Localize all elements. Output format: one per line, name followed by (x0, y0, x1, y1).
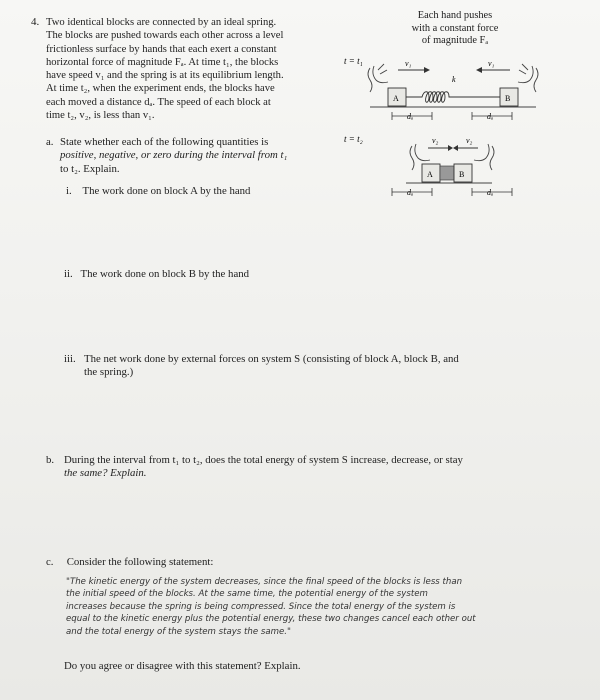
distance-label-a-t2: dₐ (407, 188, 414, 197)
part-c-line1: Consider the following statement: (66, 556, 214, 568)
part-a-label: a. (46, 136, 54, 148)
figure-note-line: with a constant force (411, 22, 499, 34)
v2-label-b: v₂ (466, 136, 473, 145)
velocity-arrowhead-b-t2 (453, 145, 458, 151)
left-hand-icon (368, 64, 388, 92)
right-hand-icon (518, 64, 538, 92)
figure-note-line: Each hand pushes (417, 10, 493, 21)
part-a-line2: positive, negative, or zero during the interval from t₁ (60, 149, 288, 162)
time2-label: t = t₂ (344, 134, 363, 144)
part-a-ii-text: The work done on block B by the hand (80, 268, 250, 280)
velocity-arrowhead-b (476, 67, 482, 73)
part-a-line3: to t₂. Explain. (60, 162, 120, 175)
part-a-iii-line2: the spring.) (84, 366, 134, 379)
v1-label-b: v₁ (488, 59, 495, 68)
part-b-line1: During the interval from t₁ to t₂, does the total energy of system S increase, decrease, or stay (64, 454, 463, 466)
intro-line: At time t₂, when the experiment ends, the blocks have (46, 83, 275, 95)
distance-label-b: dₐ (487, 112, 494, 121)
block-b-label-t2: B (459, 170, 465, 179)
compressed-spring (440, 166, 454, 180)
part-c-label: c. (46, 556, 54, 568)
spring-constant-label: k (452, 75, 456, 84)
part-b-line2: the same? Explain. (64, 467, 147, 480)
problem-intro (46, 16, 326, 122)
velocity-arrowhead-a (424, 67, 430, 73)
block-a-label: A (393, 94, 399, 103)
time1-label: t = t₁ (344, 56, 363, 66)
v2-label-a: v₂ (432, 136, 439, 145)
intro-line: horizontal force of magnitude Fₐ. At time t₁, the blocks (46, 56, 279, 68)
part-a-ii-label: ii. (64, 268, 73, 280)
quoted-statement (66, 576, 536, 638)
velocity-arrowhead-a-t2 (448, 145, 453, 151)
spring (406, 92, 500, 103)
distance-label-a: dₐ (407, 112, 414, 121)
part-a (46, 136, 336, 176)
part-a-i-label: i. (66, 185, 72, 197)
intro-line: time t₂, v₂, is less than v₁. (46, 110, 155, 122)
statement-line: the initial speed of the blocks. At the same time, the potential energy of the system (66, 589, 428, 600)
part-a-ii (64, 268, 249, 281)
part-c (46, 556, 213, 569)
part-c-question: Do you agree or disagree with this statement? Explain. (64, 660, 301, 672)
problem-number: 4. (31, 16, 40, 28)
intro-line: Two identical blocks are connected by an ideal spring. (46, 17, 277, 28)
intro-line: The blocks are pushed towards each other across a level (46, 30, 284, 42)
statement-line: "The kinetic energy of the system decreases, since the final speed of the blocks is less than (66, 577, 463, 587)
part-a-i-text: The work done on block A by the hand (82, 185, 251, 197)
block-b-label: B (505, 94, 511, 103)
v1-label-a: v₁ (405, 59, 412, 68)
part-a-i (66, 185, 250, 198)
figure-note-line: of magnitude Fₐ (421, 35, 489, 47)
intro-line: each moved a distance dₐ. The speed of each block at (46, 96, 271, 108)
part-a-iii-label: iii. (64, 353, 76, 365)
part-b (46, 454, 546, 481)
part-a-iii-line1: The net work done by external forces on system S (consisting of block A, block B, and (84, 353, 459, 365)
figure-note (400, 10, 510, 48)
statement-line: increases because the spring is being compressed. Since the total energy of the system is (66, 601, 456, 612)
part-a-line1: State whether each of the following quantities is (60, 136, 269, 148)
blocks-spring-figure (340, 50, 550, 210)
block-a-label-t2: A (427, 170, 433, 179)
part-a-iii (64, 353, 534, 380)
intro-line: have speed v₁ and the spring is at its equilibrium length. (46, 70, 284, 82)
part-b-label: b. (46, 454, 55, 466)
intro-line: frictionless surface by hands that each exert a constant (46, 43, 277, 55)
statement-line: equal to the kinetic energy plus the potential energy, these two changes cancel each other out (66, 614, 476, 625)
statement-line: and the total energy of the system stays the same." (66, 626, 291, 637)
distance-label-b-t2: dₐ (487, 188, 494, 197)
